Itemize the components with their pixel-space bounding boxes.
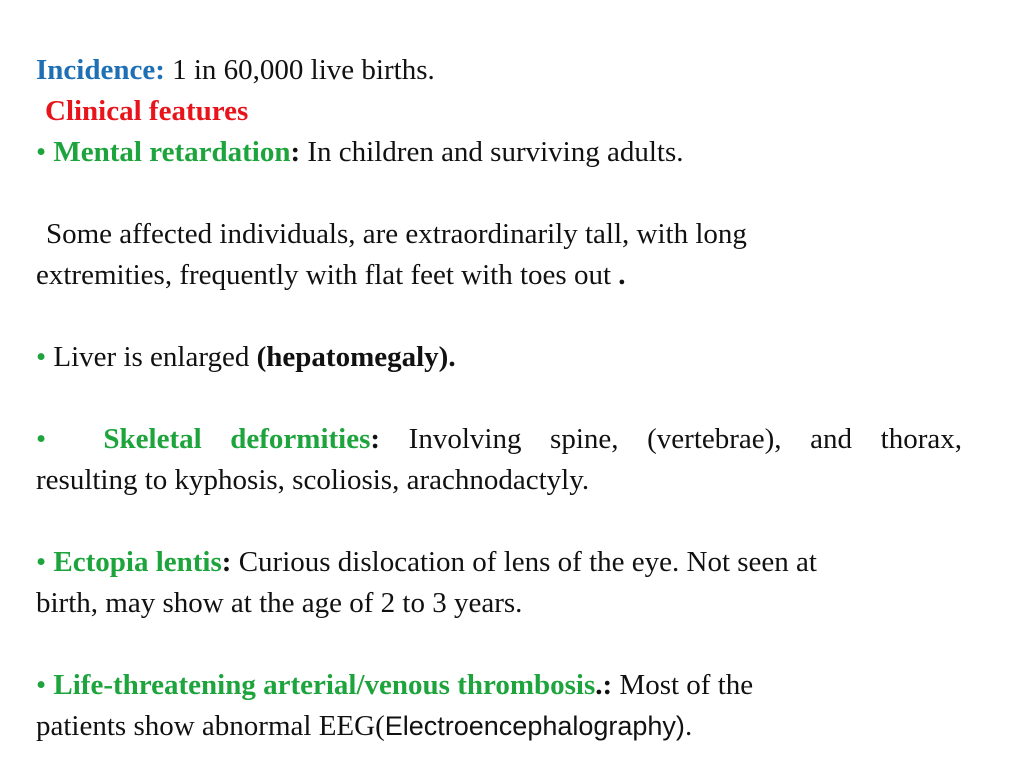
skeletal-deformities-term: Skeletal deformities xyxy=(103,423,371,455)
thrombosis-line-2-end: . xyxy=(684,710,693,742)
ectopia-item-line-2: birth, may show at the age of 2 to 3 years. xyxy=(36,587,523,619)
bullet-icon: • xyxy=(36,341,47,373)
thrombosis-term: Life-threatening arterial/venous thrombosis xyxy=(53,669,596,701)
mental-retardation-text: In children and surviving adults. xyxy=(300,136,684,168)
liver-item xyxy=(36,337,456,377)
bullet-icon: • xyxy=(36,423,47,455)
skeletal-item-line-1 xyxy=(36,419,962,459)
mental-retardation-term: Mental retardation xyxy=(53,136,291,168)
clinical-features-heading xyxy=(45,91,248,131)
clinical-features-title: Clinical features xyxy=(45,95,249,127)
eeg-expansion: Electroencephalography) xyxy=(384,711,685,741)
liver-paren-close: ). xyxy=(438,341,456,373)
tall-line-2-text: extremities, frequently with flat feet with toes out xyxy=(36,259,619,291)
skeletal-text: Involving spine, (vertebrae), and thorax, xyxy=(380,423,962,455)
tall-line-1: Some affected individuals, are extraordinarily tall, with long xyxy=(46,218,747,250)
hepatomegaly-term: hepatomegaly xyxy=(266,341,439,373)
thrombosis-text: Most of the xyxy=(612,669,754,701)
bullet-icon: • xyxy=(36,669,47,701)
skeletal-item-line-2: resulting to kyphosis, scoliosis, arachnodactyly. xyxy=(36,464,590,496)
thrombosis-punct: .: xyxy=(595,669,613,701)
mental-retardation-colon: : xyxy=(290,136,301,168)
tall-period: . xyxy=(618,259,626,291)
ectopia-text: Curious dislocation of lens of the eye. Not seen at xyxy=(231,546,817,578)
incidence-line xyxy=(36,50,435,90)
incidence-label: Incidence: xyxy=(36,54,165,86)
mental-retardation-item xyxy=(36,132,684,172)
ectopia-lentis-term: Ectopia lentis xyxy=(53,546,222,578)
liver-paren-open: ( xyxy=(256,341,267,373)
ectopia-colon: : xyxy=(221,546,232,578)
bullet-icon: • xyxy=(36,546,47,578)
thrombosis-line-2-start: patients show abnormal EEG( xyxy=(36,710,385,742)
bullet-icon: • xyxy=(36,136,47,168)
liver-text: Liver is enlarged xyxy=(46,341,257,373)
incidence-text: 1 in 60,000 live births. xyxy=(164,54,435,86)
ectopia-item-line-1 xyxy=(36,542,817,582)
thrombosis-item-line-1 xyxy=(36,665,753,705)
thrombosis-item-line-2 xyxy=(36,706,692,746)
tall-line-2 xyxy=(36,255,626,295)
skeletal-colon: : xyxy=(370,423,381,455)
